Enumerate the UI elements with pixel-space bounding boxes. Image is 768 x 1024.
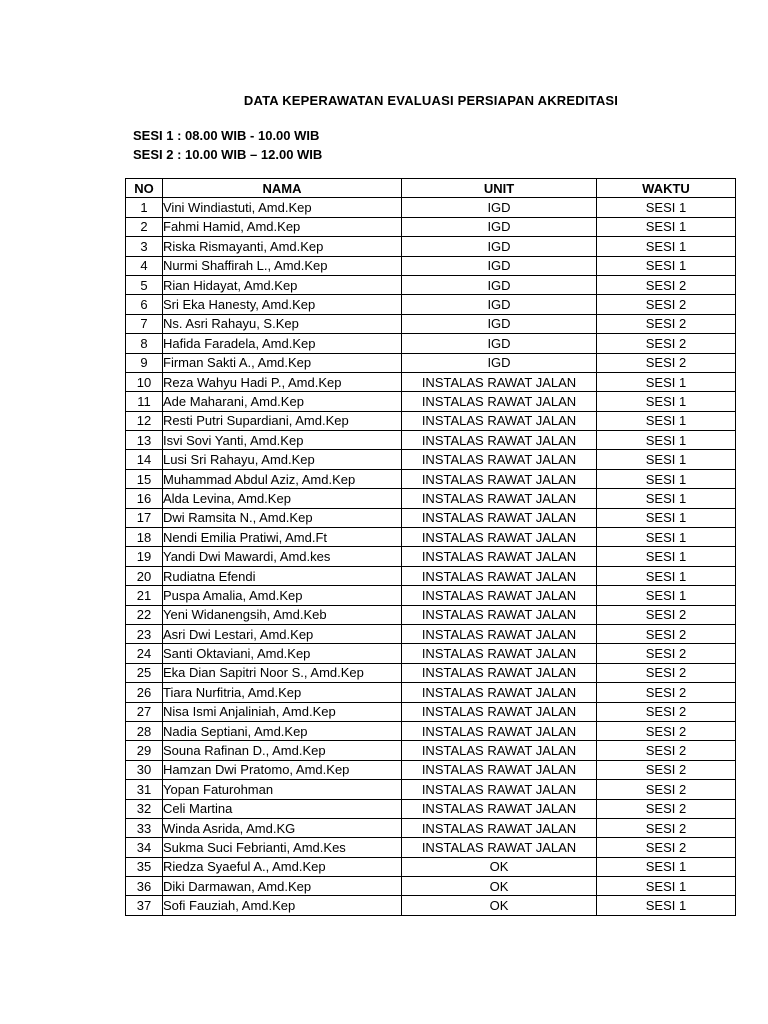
- table-row: [126, 896, 736, 915]
- session-cell: SESI 1: [597, 431, 736, 450]
- row-number-cell: 24: [126, 644, 163, 663]
- session-cell: SESI 2: [597, 334, 736, 353]
- table-row: [126, 702, 736, 721]
- name-cell: Winda Asrida, Amd.KG: [163, 818, 402, 837]
- unit-cell: INSTALAS RAWAT JALAN: [402, 760, 597, 779]
- unit-cell: INSTALAS RAWAT JALAN: [402, 392, 597, 411]
- session-cell: SESI 2: [597, 721, 736, 740]
- name-cell: Alda Levina, Amd.Kep: [163, 489, 402, 508]
- session-cell: SESI 1: [597, 198, 736, 217]
- name-cell: Sofi Fauziah, Amd.Kep: [163, 896, 402, 915]
- session-cell: SESI 1: [597, 469, 736, 488]
- table-row: [126, 469, 736, 488]
- table-row: [126, 780, 736, 799]
- table-row: [126, 644, 736, 663]
- row-number-cell: 25: [126, 663, 163, 682]
- name-cell: Asri Dwi Lestari, Amd.Kep: [163, 624, 402, 643]
- table-row: [126, 838, 736, 857]
- session-cell: SESI 1: [597, 237, 736, 256]
- table-row: [126, 314, 736, 333]
- table-row: [126, 877, 736, 896]
- name-cell: Hamzan Dwi Pratomo, Amd.Kep: [163, 760, 402, 779]
- unit-cell: IGD: [402, 314, 597, 333]
- unit-cell: OK: [402, 857, 597, 876]
- session-cell: SESI 2: [597, 275, 736, 294]
- name-cell: Puspa Amalia, Amd.Kep: [163, 586, 402, 605]
- table-row: [126, 217, 736, 236]
- row-number-cell: 19: [126, 547, 163, 566]
- header-unit: UNIT: [402, 179, 597, 198]
- name-cell: Yeni Widanengsih, Amd.Keb: [163, 605, 402, 624]
- unit-cell: INSTALAS RAWAT JALAN: [402, 489, 597, 508]
- row-number-cell: 1: [126, 198, 163, 217]
- name-cell: Riska Rismayanti, Amd.Kep: [163, 237, 402, 256]
- table-row: [126, 799, 736, 818]
- table-row: [126, 741, 736, 760]
- session-cell: SESI 2: [597, 741, 736, 760]
- name-cell: Santi Oktaviani, Amd.Kep: [163, 644, 402, 663]
- session-schedule: [133, 126, 322, 164]
- unit-cell: INSTALAS RAWAT JALAN: [402, 411, 597, 430]
- name-cell: Dwi Ramsita N., Amd.Kep: [163, 508, 402, 527]
- name-cell: Firman Sakti A., Amd.Kep: [163, 353, 402, 372]
- session-cell: SESI 1: [597, 372, 736, 391]
- unit-cell: INSTALAS RAWAT JALAN: [402, 508, 597, 527]
- header-waktu: WAKTU: [597, 179, 736, 198]
- header-no: NO: [126, 179, 163, 198]
- table-row: [126, 372, 736, 391]
- name-cell: Fahmi Hamid, Amd.Kep: [163, 217, 402, 236]
- row-number-cell: 17: [126, 508, 163, 527]
- table-row: [126, 508, 736, 527]
- row-number-cell: 16: [126, 489, 163, 508]
- row-number-cell: 7: [126, 314, 163, 333]
- unit-cell: INSTALAS RAWAT JALAN: [402, 838, 597, 857]
- session-cell: SESI 2: [597, 624, 736, 643]
- name-cell: Vini Windiastuti, Amd.Kep: [163, 198, 402, 217]
- table-row: [126, 450, 736, 469]
- unit-cell: IGD: [402, 198, 597, 217]
- table-row: [126, 411, 736, 430]
- session-cell: SESI 1: [597, 489, 736, 508]
- session-cell: SESI 2: [597, 702, 736, 721]
- unit-cell: INSTALAS RAWAT JALAN: [402, 818, 597, 837]
- nurse-roster-table: [125, 178, 736, 916]
- session-cell: SESI 2: [597, 683, 736, 702]
- unit-cell: IGD: [402, 275, 597, 294]
- unit-cell: IGD: [402, 237, 597, 256]
- session-cell: SESI 2: [597, 295, 736, 314]
- session-cell: SESI 1: [597, 877, 736, 896]
- table-row: [126, 721, 736, 740]
- session-cell: SESI 2: [597, 760, 736, 779]
- session-cell: SESI 1: [597, 528, 736, 547]
- row-number-cell: 11: [126, 392, 163, 411]
- table-row: [126, 431, 736, 450]
- table-row: [126, 818, 736, 837]
- row-number-cell: 34: [126, 838, 163, 857]
- unit-cell: INSTALAS RAWAT JALAN: [402, 450, 597, 469]
- unit-cell: INSTALAS RAWAT JALAN: [402, 683, 597, 702]
- session-cell: SESI 1: [597, 547, 736, 566]
- session-cell: SESI 1: [597, 566, 736, 585]
- row-number-cell: 15: [126, 469, 163, 488]
- session-2-line: SESI 2 : 10.00 WIB – 12.00 WIB: [133, 147, 323, 162]
- unit-cell: INSTALAS RAWAT JALAN: [402, 547, 597, 566]
- table-header-row: [126, 179, 736, 198]
- table-row: [126, 683, 736, 702]
- table-row: [126, 198, 736, 217]
- unit-cell: INSTALAS RAWAT JALAN: [402, 799, 597, 818]
- session-cell: SESI 2: [597, 818, 736, 837]
- row-number-cell: 6: [126, 295, 163, 314]
- name-cell: Lusi Sri Rahayu, Amd.Kep: [163, 450, 402, 469]
- table-row: [126, 605, 736, 624]
- table-row: [126, 353, 736, 372]
- table-row: [126, 760, 736, 779]
- row-number-cell: 3: [126, 237, 163, 256]
- unit-cell: INSTALAS RAWAT JALAN: [402, 431, 597, 450]
- name-cell: Hafida Faradela, Amd.Kep: [163, 334, 402, 353]
- name-cell: Nendi Emilia Pratiwi, Amd.Ft: [163, 528, 402, 547]
- unit-cell: INSTALAS RAWAT JALAN: [402, 741, 597, 760]
- name-cell: Sri Eka Hanesty, Amd.Kep: [163, 295, 402, 314]
- session-cell: SESI 1: [597, 586, 736, 605]
- table-row: [126, 528, 736, 547]
- row-number-cell: 2: [126, 217, 163, 236]
- table-row: [126, 857, 736, 876]
- row-number-cell: 10: [126, 372, 163, 391]
- name-cell: Rian Hidayat, Amd.Kep: [163, 275, 402, 294]
- unit-cell: OK: [402, 896, 597, 915]
- name-cell: Eka Dian Sapitri Noor S., Amd.Kep: [163, 663, 402, 682]
- row-number-cell: 22: [126, 605, 163, 624]
- unit-cell: IGD: [402, 334, 597, 353]
- session-cell: SESI 2: [597, 663, 736, 682]
- row-number-cell: 31: [126, 780, 163, 799]
- name-cell: Yandi Dwi Mawardi, Amd.kes: [163, 547, 402, 566]
- table-row: [126, 566, 736, 585]
- unit-cell: INSTALAS RAWAT JALAN: [402, 663, 597, 682]
- unit-cell: IGD: [402, 353, 597, 372]
- row-number-cell: 8: [126, 334, 163, 353]
- unit-cell: OK: [402, 877, 597, 896]
- row-number-cell: 37: [126, 896, 163, 915]
- row-number-cell: 27: [126, 702, 163, 721]
- name-cell: Riedza Syaeful A., Amd.Kep: [163, 857, 402, 876]
- session-cell: SESI 2: [597, 605, 736, 624]
- unit-cell: INSTALAS RAWAT JALAN: [402, 721, 597, 740]
- session-cell: SESI 1: [597, 411, 736, 430]
- unit-cell: IGD: [402, 256, 597, 275]
- session-cell: SESI 2: [597, 353, 736, 372]
- session-cell: SESI 1: [597, 256, 736, 275]
- row-number-cell: 18: [126, 528, 163, 547]
- name-cell: Sukma Suci Febrianti, Amd.Kes: [163, 838, 402, 857]
- name-cell: Ade Maharani, Amd.Kep: [163, 392, 402, 411]
- unit-cell: INSTALAS RAWAT JALAN: [402, 528, 597, 547]
- row-number-cell: 13: [126, 431, 163, 450]
- session-cell: SESI 1: [597, 450, 736, 469]
- name-cell: Souna Rafinan D., Amd.Kep: [163, 741, 402, 760]
- unit-cell: INSTALAS RAWAT JALAN: [402, 624, 597, 643]
- name-cell: Diki Darmawan, Amd.Kep: [163, 877, 402, 896]
- row-number-cell: 9: [126, 353, 163, 372]
- name-cell: Rudiatna Efendi: [163, 566, 402, 585]
- table-row: [126, 663, 736, 682]
- name-cell: Nisa Ismi Anjaliniah, Amd.Kep: [163, 702, 402, 721]
- row-number-cell: 30: [126, 760, 163, 779]
- row-number-cell: 23: [126, 624, 163, 643]
- unit-cell: INSTALAS RAWAT JALAN: [402, 605, 597, 624]
- table-row: [126, 586, 736, 605]
- table-row: [126, 237, 736, 256]
- table-row: [126, 547, 736, 566]
- row-number-cell: 36: [126, 877, 163, 896]
- table-row: [126, 334, 736, 353]
- session-cell: SESI 2: [597, 799, 736, 818]
- row-number-cell: 33: [126, 818, 163, 837]
- name-cell: Yopan Faturohman: [163, 780, 402, 799]
- session-cell: SESI 2: [597, 644, 736, 663]
- name-cell: Muhammad Abdul Aziz, Amd.Kep: [163, 469, 402, 488]
- unit-cell: INSTALAS RAWAT JALAN: [402, 780, 597, 799]
- name-cell: Isvi Sovi Yanti, Amd.Kep: [163, 431, 402, 450]
- name-cell: Nadia Septiani, Amd.Kep: [163, 721, 402, 740]
- unit-cell: INSTALAS RAWAT JALAN: [402, 644, 597, 663]
- row-number-cell: 35: [126, 857, 163, 876]
- unit-cell: IGD: [402, 295, 597, 314]
- unit-cell: IGD: [402, 217, 597, 236]
- session-cell: SESI 1: [597, 392, 736, 411]
- name-cell: Nurmi Shaffirah L., Amd.Kep: [163, 256, 402, 275]
- row-number-cell: 14: [126, 450, 163, 469]
- table-body: [126, 198, 736, 915]
- table-row: [126, 256, 736, 275]
- row-number-cell: 21: [126, 586, 163, 605]
- row-number-cell: 26: [126, 683, 163, 702]
- row-number-cell: 4: [126, 256, 163, 275]
- session-cell: SESI 2: [597, 838, 736, 857]
- unit-cell: INSTALAS RAWAT JALAN: [402, 586, 597, 605]
- table-row: [126, 275, 736, 294]
- row-number-cell: 12: [126, 411, 163, 430]
- table-row: [126, 295, 736, 314]
- unit-cell: INSTALAS RAWAT JALAN: [402, 372, 597, 391]
- header-nama: NAMA: [163, 179, 402, 198]
- name-cell: Celi Martina: [163, 799, 402, 818]
- table-row: [126, 392, 736, 411]
- row-number-cell: 32: [126, 799, 163, 818]
- name-cell: Ns. Asri Rahayu, S.Kep: [163, 314, 402, 333]
- row-number-cell: 20: [126, 566, 163, 585]
- table-row: [126, 624, 736, 643]
- session-1-line: SESI 1 : 08.00 WIB - 10.00 WIB: [133, 128, 320, 143]
- row-number-cell: 5: [126, 275, 163, 294]
- session-cell: SESI 2: [597, 314, 736, 333]
- table-row: [126, 489, 736, 508]
- session-cell: SESI 2: [597, 780, 736, 799]
- session-cell: SESI 1: [597, 508, 736, 527]
- row-number-cell: 29: [126, 741, 163, 760]
- name-cell: Reza Wahyu Hadi P., Amd.Kep: [163, 372, 402, 391]
- session-cell: SESI 1: [597, 896, 736, 915]
- name-cell: Tiara Nurfitria, Amd.Kep: [163, 683, 402, 702]
- document-title: DATA KEPERAWATAN EVALUASI PERSIAPAN AKREDITASI: [243, 93, 619, 108]
- unit-cell: INSTALAS RAWAT JALAN: [402, 702, 597, 721]
- session-cell: SESI 1: [597, 217, 736, 236]
- row-number-cell: 28: [126, 721, 163, 740]
- unit-cell: INSTALAS RAWAT JALAN: [402, 469, 597, 488]
- unit-cell: INSTALAS RAWAT JALAN: [402, 566, 597, 585]
- name-cell: Resti Putri Supardiani, Amd.Kep: [163, 411, 402, 430]
- session-cell: SESI 1: [597, 857, 736, 876]
